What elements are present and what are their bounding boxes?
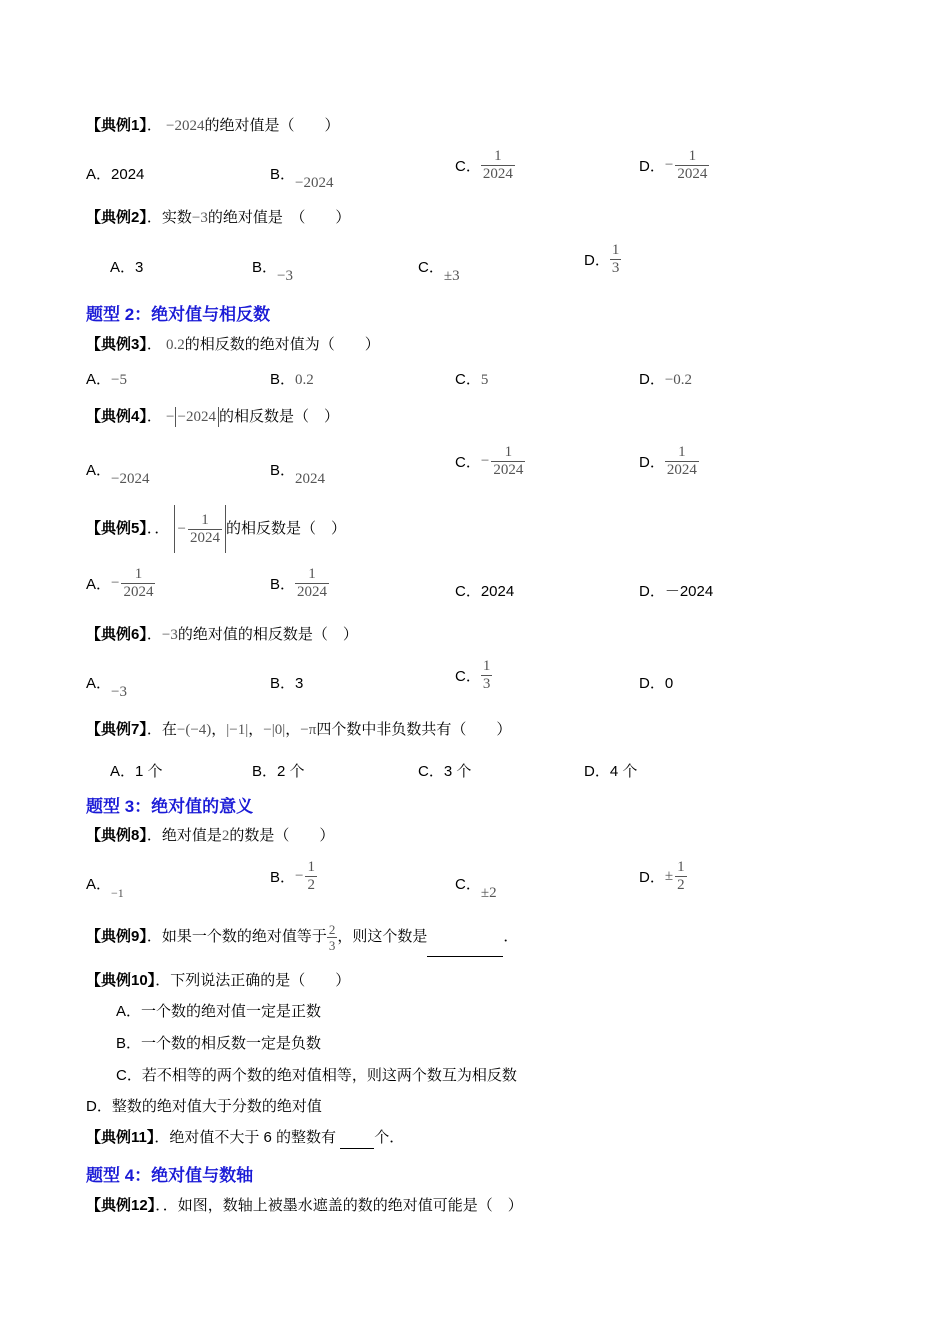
option-b: B．−2024 (270, 166, 334, 191)
question-10: 【典例10】．下列说法正确的是（ ） (86, 972, 351, 989)
option-d: D．− $\frac{1}{2024}$ (639, 148, 708, 182)
option-b: B．0.2 (270, 371, 314, 388)
question-5: 【典例5】．． − $\frac{1}{2024}$ 的相反数是（ ） (86, 505, 346, 553)
option-d: D．0 (639, 675, 674, 692)
option-c: C．5 (455, 371, 489, 388)
option-a: A．2024 (86, 166, 145, 183)
option-d: D．−0.2 (639, 371, 693, 388)
example-tag: 【典例12】 (86, 1197, 156, 1214)
example-tag: 【典例9】 (86, 928, 147, 945)
option-b: B．2 个 (252, 763, 305, 780)
option-a: A．一个数的绝对值一定是正数 (116, 1003, 322, 1020)
option-b: B．2024 (270, 462, 326, 487)
option-d: D．整数的绝对值大于分数的绝对值 (86, 1098, 322, 1115)
option-b: B．− $\frac{1}{2}$ (270, 859, 315, 893)
option-c: C．若不相等的两个数的绝对值相等，则这两个数互为相反数 (116, 1067, 517, 1084)
example-tag: 【典例7】 (86, 721, 147, 738)
option-a: A．− $\frac{1}{2024}$ (86, 566, 154, 600)
example-tag: 【典例3】 (86, 336, 147, 353)
option-b: B． $\frac{1}{2024}$ (270, 566, 328, 600)
option-c: C．− $\frac{1}{2024}$ (455, 444, 524, 478)
example-tag: 【典例11】 (86, 1129, 155, 1146)
option-d: D． $\frac{1}{2024}$ (639, 444, 697, 478)
option-b: B．−3 (252, 259, 293, 284)
option-c: C．±3 (418, 259, 460, 284)
answer-blank[interactable] (340, 1128, 374, 1149)
question-11: 【典例11】．绝对值不大于 6 的整数有 个． (86, 1128, 404, 1149)
option-a: A．−3 (86, 675, 127, 700)
math-expression: −2024 (166, 118, 205, 134)
example-tag: 【典例5】 (86, 519, 147, 537)
option-a: A．$_{-1}$ (86, 876, 124, 900)
example-tag: 【典例1】 (86, 117, 147, 134)
example-tag: 【典例8】 (86, 827, 147, 844)
option-a: A．−2024 (86, 462, 150, 487)
section-heading: 题型 4：绝对值与数轴 (86, 1166, 254, 1185)
option-b: B．3 (270, 675, 304, 692)
option-c: C．±2 (455, 876, 497, 901)
question-8: 【典例8】．绝对值是2的数是（ ） (86, 827, 335, 844)
option-d: D． $\frac{1}{3}$ (584, 242, 620, 276)
example-tag: 【典例10】 (86, 972, 156, 989)
option-d: D．4 个 (584, 763, 638, 780)
option-d: D．± $\frac{1}{2}$ (639, 859, 685, 893)
example-tag: 【典例6】 (86, 626, 147, 643)
question-7: 【典例7】．在−(−4)，|−1|，−|0|，−π四个数中非负数共有（ ） (86, 721, 512, 738)
option-c: C．3 个 (418, 763, 472, 780)
section-heading: 题型 3：绝对值的意义 (86, 797, 254, 816)
option-c: C． $\frac{1}{3}$ (455, 658, 491, 692)
question-4: 【典例4】． − −2024 的相反数是（ ） (86, 408, 339, 426)
option-c: C． $\frac{1}{2024}$ (455, 148, 513, 182)
question-3: 【典例3】． 0.2的相反数的绝对值为（ ） (86, 336, 380, 353)
example-tag: 【典例2】 (86, 209, 147, 226)
option-b: B．一个数的相反数一定是负数 (116, 1035, 322, 1052)
section-heading: 题型 2：绝对值与相反数 (86, 305, 271, 324)
option-a: A．3 (110, 259, 144, 276)
question-1: 【典例1】． −2024的绝对值是（ ） (86, 117, 340, 134)
option-d: D．－2024 (639, 583, 714, 600)
answer-blank[interactable] (427, 918, 503, 957)
question-9: 【典例9】．如果一个数的绝对值等于 $\frac{2}{3}$ ，则这个数是 ． (86, 918, 518, 957)
option-c: C．2024 (455, 583, 515, 600)
option-a: A．−5 (86, 371, 127, 388)
question-2: 【典例2】．实数−3的绝对值是 （ ） (86, 209, 351, 226)
question-12: 【典例12】．．如图，数轴上被墨水遮盖的数的绝对值可能是（ ） (86, 1197, 523, 1214)
question-6: 【典例6】．−3的绝对值的相反数是（ ） (86, 626, 358, 643)
example-tag: 【典例4】 (86, 408, 147, 425)
option-a: A．1 个 (110, 763, 163, 780)
